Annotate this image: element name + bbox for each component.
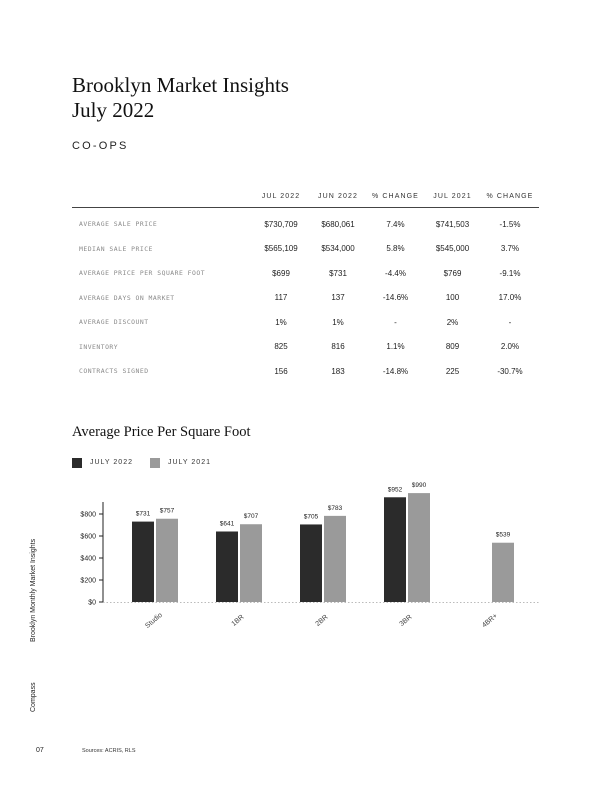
y-tick-label: $200 [80, 577, 96, 585]
metric-label: AVERAGE DISCOUNT [79, 318, 149, 327]
table-cell: 5.8% [386, 244, 405, 254]
table-row [72, 261, 539, 286]
bar-july-2021 [240, 524, 262, 602]
table-row [72, 335, 539, 360]
bar-july-2022 [300, 524, 322, 602]
bar-july-2022 [132, 522, 154, 602]
table-cell: 183 [331, 366, 345, 376]
table-cell: 809 [445, 342, 460, 352]
table-cell: 117 [274, 293, 288, 303]
table-row [72, 310, 539, 335]
bar-july-2021 [324, 516, 346, 602]
section-label: CO-OPS [72, 140, 129, 152]
table-header-row [72, 193, 539, 208]
column-header: JUN 2022 [309, 193, 367, 208]
legend-label: JULY 2022 [90, 459, 133, 466]
bar-value-label: $757 [159, 507, 175, 515]
bar-july-2022 [216, 531, 238, 602]
bar-value-label: $952 [387, 486, 403, 494]
table-cell: 156 [274, 366, 288, 376]
sources-note: Sources: ACRIS, RLS [82, 748, 136, 754]
table-cell: -14.8% [382, 366, 409, 376]
table-cell: $731 [329, 268, 347, 278]
legend-label: JULY 2021 [168, 459, 211, 466]
table-cell: $730,709 [264, 219, 298, 229]
x-tick-label: Studio [144, 611, 164, 630]
table-cell: 137 [331, 293, 345, 303]
page-number: 07 [36, 747, 44, 754]
y-tick-label: $0 [88, 599, 96, 607]
table-cell: - [394, 317, 397, 327]
title-line-2: July 2022 [72, 98, 155, 122]
table-row [72, 208, 539, 237]
brand-name: Compass [30, 682, 37, 712]
bar-july-2022 [384, 497, 406, 602]
table-cell: 1% [275, 317, 287, 327]
table-cell: $699 [272, 268, 290, 278]
x-tick-label: 2BR [314, 613, 330, 628]
bar-value-label: $707 [243, 513, 259, 521]
table-cell: 225 [445, 366, 460, 376]
metric-column-header [72, 193, 253, 208]
table-cell: $680,061 [321, 219, 355, 229]
market-stats-table [72, 193, 539, 384]
table-cell: - [508, 317, 512, 327]
table-cell: 1% [332, 317, 344, 327]
y-tick-label: $800 [80, 511, 96, 519]
metric-label: INVENTORY [79, 342, 119, 351]
column-header: % CHANGE [481, 193, 539, 208]
bar-value-label: $641 [219, 520, 235, 528]
column-header: JUL 2021 [424, 193, 481, 208]
table-cell: -1.5% [499, 219, 521, 229]
table-cell: $545,000 [435, 244, 470, 254]
table-cell: 7.4% [386, 219, 405, 229]
table-cell: $565,109 [264, 244, 298, 254]
metric-label: CONTRACTS SIGNED [79, 367, 149, 376]
table-cell: -4.4% [385, 268, 406, 278]
bar-value-label: $705 [303, 513, 319, 521]
table-cell: $534,000 [321, 244, 355, 254]
metric-label: AVERAGE PRICE PER SQUARE FOOT [79, 269, 206, 278]
legend-swatch [72, 458, 82, 468]
table-row [72, 286, 539, 311]
x-tick-label: 4BR+ [480, 612, 500, 630]
column-header: JUL 2022 [253, 193, 309, 208]
chart-title: Average Price Per Square Foot [72, 424, 251, 440]
bar-value-label: $783 [327, 504, 343, 512]
x-tick-label: 1BR [230, 613, 246, 628]
table-cell: $769 [443, 268, 462, 278]
table-cell: 2.0% [500, 342, 520, 352]
price-per-sqft-bar-chart [0, 470, 612, 640]
column-header: % CHANGE [367, 193, 424, 208]
table-row [72, 237, 539, 262]
legend-swatch [150, 458, 160, 468]
table-cell: $741,503 [435, 219, 470, 229]
table-cell: 825 [274, 342, 288, 352]
bar-value-label: $731 [135, 510, 151, 518]
y-tick-label: $400 [80, 555, 96, 563]
table-cell: 3.7% [500, 244, 520, 254]
bar-value-label: $990 [411, 482, 427, 490]
bar-july-2021 [492, 543, 514, 602]
table-cell: 1.1% [386, 342, 405, 352]
table-cell: -9.1% [499, 268, 521, 278]
title-line-1: Brooklyn Market Insights [72, 73, 289, 97]
metric-label: MEDIAN SALE PRICE [79, 244, 153, 253]
bar-value-label: $539 [495, 531, 511, 539]
report-name: Brooklyn Monthly Market Insights [30, 538, 37, 642]
y-tick-label: $600 [80, 533, 96, 541]
table-cell: -14.6% [382, 293, 409, 303]
bar-july-2021 [408, 493, 430, 602]
table-cell: 100 [445, 293, 460, 303]
table-cell: 2% [446, 317, 459, 327]
bar-july-2021 [156, 519, 178, 602]
metric-label: AVERAGE SALE PRICE [79, 220, 158, 229]
table-cell: 17.0% [498, 293, 522, 303]
table-cell: 816 [331, 342, 345, 352]
page-title [72, 73, 289, 123]
table-row [72, 359, 539, 384]
x-tick-label: 3BR [398, 613, 414, 628]
table-cell: -30.7% [497, 366, 523, 376]
metric-label: AVERAGE DAYS ON MARKET [79, 293, 175, 302]
